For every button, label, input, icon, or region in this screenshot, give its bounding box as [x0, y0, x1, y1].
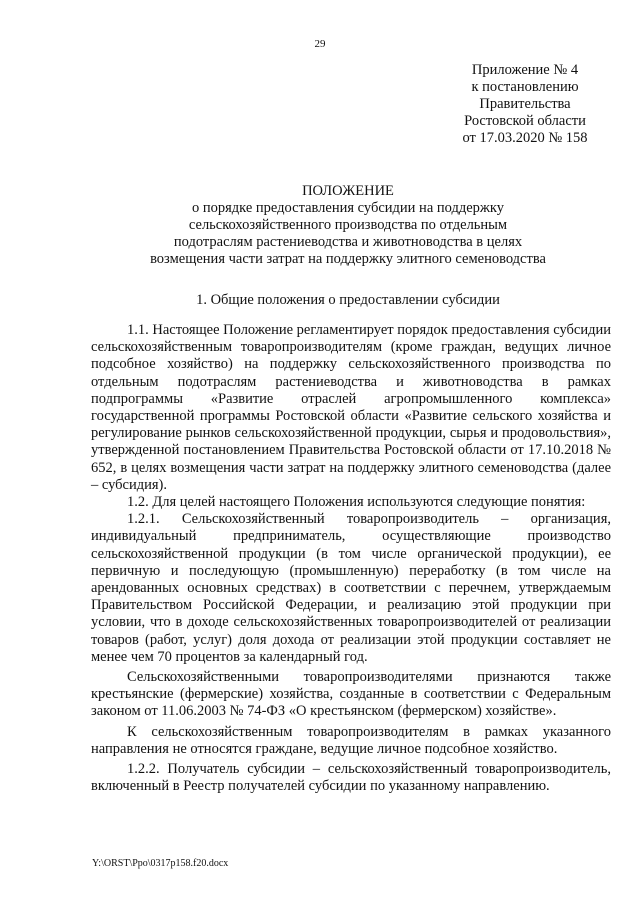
document-title: ПОЛОЖЕНИЕ: [302, 183, 394, 199]
heading-line: о порядке предоставления субсидии на поддержку: [191, 200, 505, 216]
heading-line: подотраслям растениеводства и животноводства в целях: [173, 234, 523, 250]
appendix-block: [432, 62, 618, 147]
page-number: 29: [314, 38, 326, 50]
heading-line: сельскохозяйственного производства по отдельным: [188, 217, 508, 233]
appendix-line: к постановлению: [471, 79, 579, 95]
file-path-footer: Y:\ORST\Ppo\0317p158.f20.docx: [92, 858, 229, 869]
paragraph: 1.2. Для целей настоящего Положения используются следующие понятия:: [127, 494, 586, 511]
paragraph: 1.1. Настоящее Положение регламентирует порядок предоставления субсидии сельскохозяйственным товаропроизводителям (кроме граждан, ведущих личное подсобное хозяйство) на поддержку сельскохозяйственного производства по отдельным подотраслям растениеводства и животноводства в рамках подпрограммы «Развитие отраслей агропромышленного комплекса» государственной программы Ростовской области «Развитие сельского хозяйства и регулирование рынков сельскохозяйственной продукции, сырья и продовольствия», утвержденной постановлением Правительства Ростовской области от 17.10.2018 № 652, в целях возмещения части затрат на поддержку элитного семеноводства (далее – субсидия).: [91, 322, 611, 493]
paragraph: 1.2.1. Сельскохозяйственный товаропроизводитель – организация, индивидуальный предприниматель, осуществляющие производство сельскохозяйственной продукции (в том числе органической продукции), ее первичную и последующую (промышленную) переработку (в том числе на арендованных основных средствах) в соответствии с перечнем, утверждаемым Правительством Российской Федерации, и реализацию этой продукции при условии, что в доходе сельскохозяйственных товаропроизводителей от реализации товаров (работ, услуг) доля дохода от реализации этой продукции составляет не менее чем 70 процентов за календарный год.: [91, 511, 611, 665]
appendix-line: Ростовской области: [464, 113, 586, 129]
document-heading: [120, 183, 576, 268]
appendix-line: Правительства: [479, 96, 571, 112]
heading-line: возмещения части затрат на поддержку элитного семеноводства: [150, 251, 546, 267]
section-title: 1. Общие положения о предоставлении субсидии: [196, 292, 500, 308]
appendix-line: Приложение № 4: [471, 62, 579, 78]
appendix-line: от 17.03.2020 № 158: [462, 130, 588, 146]
body-text: [91, 322, 611, 795]
paragraph: К сельскохозяйственным товаропроизводителям в рамках указанного направления не относятся граждане, ведущие личное подсобное хозяйство.: [91, 723, 611, 757]
paragraph: Сельскохозяйственными товаропроизводителями признаются также крестьянские (фермерские) хозяйства, созданные в соответствии с Федеральным законом от 11.06.2003 № 74-ФЗ «О крестьянском (фермерском) хозяйстве».: [91, 669, 611, 720]
paragraph: 1.2.2. Получатель субсидии – сельскохозяйственный товаропроизводитель, включенный в Реестр получателей субсидии по указанному направлению.: [91, 761, 611, 795]
